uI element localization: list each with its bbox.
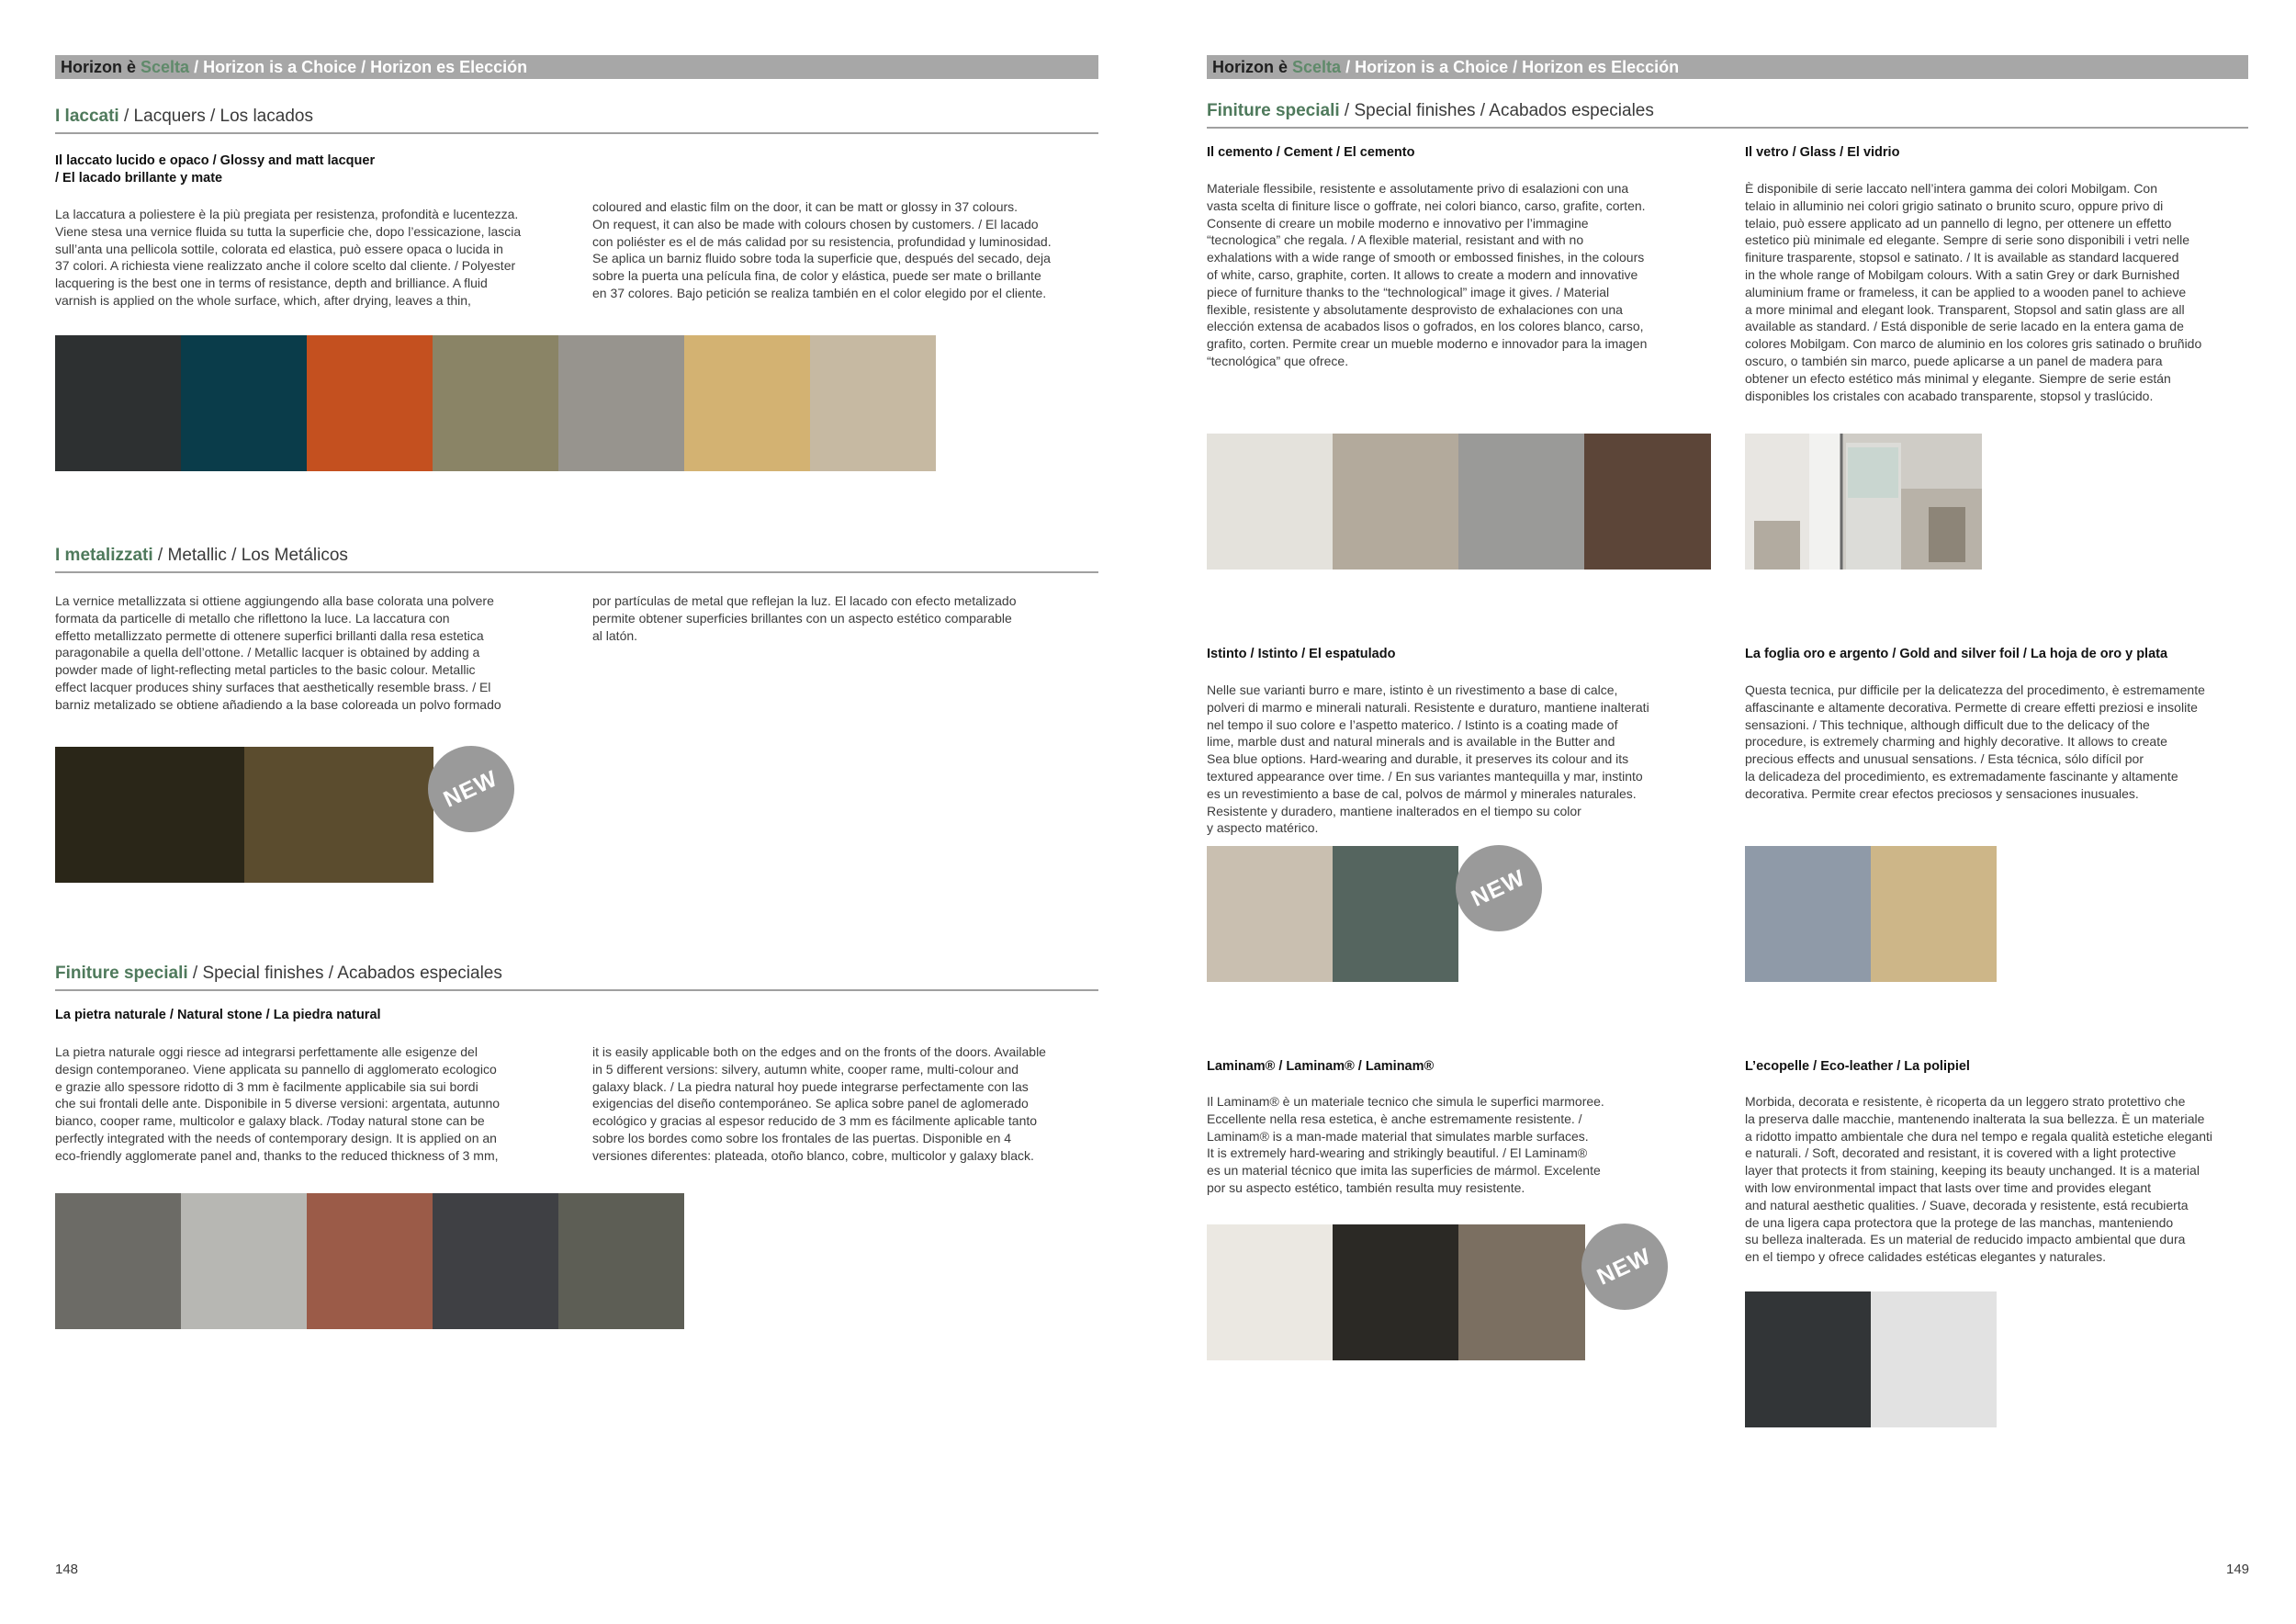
new-badge-istinto-label: NEW xyxy=(1468,863,1530,912)
page-number-right: 149 xyxy=(2226,1562,2250,1577)
lacquers-title-it: I laccati xyxy=(55,107,119,126)
lacquers-title-rest: / Lacquers / Los lacados xyxy=(118,107,313,126)
lacquer-swatch-2 xyxy=(181,335,307,471)
foil-swatch-row xyxy=(1745,846,1997,982)
ecoleather-swatch-2 xyxy=(1871,1291,1997,1427)
metallic-swatch-2 xyxy=(244,747,433,883)
special-left-title-it: Finiture speciali xyxy=(55,964,188,983)
cement-text: Materiale flessibile, resistente e assolutamente privo di esalazioni con una vasta scelta di finiture lisce o goffrate, nei colori bianco, carso, grafite, corten. Consente di creare un mobile moderno e innovativo per l’immagine “tecnologica” che regala. / A flexible material, resistant and with no exhalations with a wide range of smooth or embossed finishes, in the colours of white, carso, graphite, corten. It allows to create a modern and innovative piece of furniture thanks to the “technological” image it gives. / Material flexible, resistente y absolutamente desprovisto de exhalaciones con una elección extensa de acabados lisos o gofrados, en los colores blanco, carso, grafito, corten. Permite crear un mueble moderno e innovador para la imagen “tecnológica” que ofrece. xyxy=(1207,181,1648,368)
laminam-swatch-1 xyxy=(1207,1224,1333,1360)
stone-swatch-1 xyxy=(55,1193,181,1329)
laminam-swatch-3 xyxy=(1458,1224,1585,1360)
laminam-swatch-row xyxy=(1207,1224,1585,1360)
header-scelta-right: Scelta xyxy=(1292,58,1342,76)
metallic-text-col2: por partículas de metal que reflejan la luz. El lacado con efecto metalizado permite obtener superficies brillantes con un aspecto estético comparable al latón. xyxy=(592,593,1017,643)
cement-swatch-3 xyxy=(1458,434,1584,570)
ecoleather-text: Morbida, decorata e resistente, è ricoperta da un leggero strato protettivo che la preserva dalle macchie, mantenendo inalterata la sua bellezza. È un materiale a ridotto impatto ambientale che dura nel tempo e regala qualità estetiche eleganti e naturali. / Soft, decorated and resistant, it is covered with a light protective layer that protects it from staining, keeping its beauty unchanged. It is a material with low environmental impact that lasts over time and provides elegant and natural aesthetic qualities. / Suave, decorada y resistente, está recubierta de una ligera capa protectora que la protege de las manchas, manteniendo su belleza inalterada. Es un material de reducido impacto ambiental que dura en el tiempo y ofrece calidades estéticas elegantes y naturales. xyxy=(1745,1094,2212,1265)
page-number-left: 148 xyxy=(55,1562,79,1577)
stone-text-col1: La pietra naturale oggi riesce ad integrarsi perfettamente alle esigenze del design contemporaneo. Viene applicata su pannello di agglomerato ecologico e grazie allo spessore ridotto di 3 mm è facilmente applicabile sia sui bordi che sui frontali delle ante. Disponibile in 5 diverse versioni: argentata, autunno bianco, cooper rame, multicolor e galaxy black. /Today natural stone can be perfectly integrated with the needs of contemporary design. It is applied on an eco-friendly agglomerate panel and, thanks to the reduced thickness of 3 mm, xyxy=(55,1044,501,1163)
metallic-swatch-1 xyxy=(55,747,244,883)
lacquer-swatch-3 xyxy=(307,335,433,471)
foil-swatch-1 xyxy=(1745,846,1871,982)
special-right-title-rest: / Special finishes / Acabados especiales xyxy=(1339,101,1654,120)
header-horizon: Horizon è xyxy=(61,58,137,76)
lacquers-text-col1: La laccatura a poliestere è la più pregiata per resistenza, profondità e lucentezza. Viene stesa una vernice fluida su tutta la superficie che, dopo l’essicazione, lascia sull’anta una pellicola sottile, colorata ed elastica, può essere opaca o lucida in 37 colori. A richiesta viene realizzato anche il colore scelto dal cliente. / Polyester lacquering is the best one in terms of resistance, depth and brilliance. A fluid varnish is applied on the whole surface, which, after drying, leaves a thin, xyxy=(55,207,522,308)
istinto-swatch-row xyxy=(1207,846,1458,982)
lacquer-swatch-7 xyxy=(810,335,936,471)
stone-swatch-2 xyxy=(181,1193,307,1329)
new-badge-metallic xyxy=(428,746,514,832)
foil-subtitle: La foglia oro e argento / Gold and silver foil / La hoja de oro y plata xyxy=(1745,647,2168,661)
special-left-section-title xyxy=(55,962,1098,991)
header-scelta: Scelta xyxy=(141,58,190,76)
metallic-title-it: I metalizzati xyxy=(55,546,153,565)
new-badge-laminam xyxy=(1581,1224,1668,1310)
istinto-swatch-1 xyxy=(1207,846,1333,982)
stone-swatch-5 xyxy=(558,1193,684,1329)
special-right-title-it: Finiture speciali xyxy=(1207,101,1340,120)
metallic-section-title xyxy=(55,544,1098,573)
lacquers-swatch-row xyxy=(55,335,936,471)
header-rest-right: / Horizon is a Choice / Horizon es Elección xyxy=(1341,58,1680,76)
ecoleather-swatch-row xyxy=(1745,1291,1997,1427)
foil-text: Questa tecnica, pur difficile per la delicatezza del procedimento, è estremamente affascinante e altamente decorativa. Permette di creare effetti preziosi e insolite sensazioni. / This technique, although difficult due to the delicacy of the procedure, is extremely charming and highly decorative. It allows to create precious effects and unusual sensations. / Esta técnica, sólo difícil por la delicadeza del procedimiento, es extremadamente fascinante y altamente decorativa. Permite crear efectos preciosos y sensaciones inusuales. xyxy=(1745,682,2205,801)
stone-swatch-row xyxy=(55,1193,684,1329)
istinto-text: Nelle sue varianti burro e mare, istinto è un rivestimento a base di calce, polveri di marmo e minerali naturali. Resistente e duraturo, mantiene inalterati nel tempo il suo colore e l’aspetto materico. / Istinto is a coating made of lime, marble dust and natural minerals and is available in the Butter and Sea blue options. Hard-wearing and durable, it preserves its colour and its textured appearance over time. / En sus variantes mantequilla y mar, instinto es un revestimiento a base de cal, polvos de mármol y minerales naturales. Resistente y duradero, mantiene inalterados en el tiempo su color y aspecto matérico. xyxy=(1207,682,1649,836)
stone-text-col2: it is easily applicable both on the edges and on the fronts of the doors. Available in 5 different versions: silvery, autumn white, cooper rame, multi-colour and galaxy black. / La piedra natural hoy puede integrarse perfectamente con las exigencias del diseño contemporáneo. Se aplica sobre panel de aglomerado ecológico y gracias al espesor reducido de 3 mm es fácilmente aplicable tanto sobre los bordes como sobre los frontales de las puertas. Disponible en 4 versiones diferentes: plateada, otoño blanco, cobre, multicolor y galaxy black. xyxy=(592,1044,1046,1163)
header-bar-left xyxy=(55,55,1098,79)
ecoleather-swatch-1 xyxy=(1745,1291,1871,1427)
istinto-subtitle: Istinto / Istinto / El espatulado xyxy=(1207,647,1396,661)
stone-swatch-4 xyxy=(433,1193,558,1329)
lacquer-swatch-5 xyxy=(558,335,684,471)
stone-swatch-3 xyxy=(307,1193,433,1329)
lacquers-text-col2: coloured and elastic film on the door, it can be matt or glossy in 37 colours. On request, it can also be made with colours chosen by customers. / El lacado con poliéster es el de más calidad por su resistencia, profundidad y luminosidad. Se aplica un barniz fluido sobre toda la superficie que, después del secado, deja sobre la puerta una película fina, de color y elástica, puede ser mate o brillante en 37 colores. Bajo petición se realiza también en el color elegido por el cliente. xyxy=(592,199,1052,300)
metallic-swatch-row xyxy=(55,747,433,883)
special-left-title-rest: / Special finishes / Acabados especiales xyxy=(187,964,502,983)
lacquer-swatch-1 xyxy=(55,335,181,471)
laminam-text: Il Laminam® è un materiale tecnico che simula le superfici marmoree. Eccellente nella resa estetica, è anche estremamente resistente. / Laminam® is a man-made material that simulates marble surfaces. It is extremely hard-wearing and strikingly beautiful. / El Laminam® es un material técnico que imita las superficies de mármol. Excelente por su aspecto estético, también resulta muy resistente. xyxy=(1207,1094,1604,1195)
new-badge-laminam-label: NEW xyxy=(1593,1242,1656,1291)
header-horizon-right: Horizon è xyxy=(1212,58,1289,76)
laminam-subtitle: Laminam® / Laminam® / Laminam® xyxy=(1207,1059,1435,1074)
lacquers-subtitle: Il laccato lucido e opaco / Glossy and matt lacquer / El lacado brillante y mate xyxy=(55,153,376,186)
cement-swatch-1 xyxy=(1207,434,1333,570)
lacquer-swatch-6 xyxy=(684,335,810,471)
lacquers-section-title xyxy=(55,105,1098,134)
lacquer-swatch-4 xyxy=(433,335,558,471)
cement-swatch-row xyxy=(1207,434,1711,570)
cement-subtitle: Il cemento / Cement / El cemento xyxy=(1207,145,1415,160)
header-bar-right xyxy=(1207,55,2248,79)
laminam-swatch-2 xyxy=(1333,1224,1458,1360)
istinto-swatch-2 xyxy=(1333,846,1458,982)
cement-swatch-2 xyxy=(1333,434,1458,570)
header-rest: / Horizon is a Choice / Horizon es Elección xyxy=(189,58,528,76)
foil-swatch-2 xyxy=(1871,846,1997,982)
glass-text: È disponibile di serie laccato nell’intera gamma dei colori Mobilgam. Con telaio in alluminio nei colori grigio satinato o brunito scuro, oppure privo di telaio, può essere applicato ad un pannello di legno, per ottenere un effetto estetico più minimale ed elegante. Sempre di serie sono disponibili i vetri nelle finiture trasparente, stopsol e satinato. / It is available as standard lacquered in the whole range of Mobilgam colours. With a satin Grey or dark Burnished aluminium frame or frameless, it can be applied to a wooden panel to achieve a more minimal and elegant look. Transparent, Stopsol and satin glass are all available as standard. / Está disponible de serie lacado en la entera gama de colores Mobilgam. Con marco de aluminio en los colores gris satinado o bruñido oscuro, o también sin marco, puede aplicarse a un panel de madera para obtener un efecto estético más minimal y elegante. Siempre de serie están disponibles los cristales con acabado transparente, stopsol y traslúcido. xyxy=(1745,181,2202,403)
new-badge-istinto xyxy=(1456,845,1542,931)
new-badge-metallic-label: NEW xyxy=(440,764,502,813)
cement-swatch-4 xyxy=(1584,434,1711,570)
stone-subtitle: La pietra naturale / Natural stone / La piedra natural xyxy=(55,1008,381,1022)
ecoleather-subtitle: L’ecopelle / Eco-leather / La polipiel xyxy=(1745,1059,1970,1074)
glass-photo xyxy=(1745,434,1982,570)
glass-subtitle: Il vetro / Glass / El vidrio xyxy=(1745,145,1900,160)
metallic-text-col1: La vernice metallizzata si ottiene aggiungendo alla base colorata una polvere formata da particelle di metallo che riflettono la luce. La laccatura con effetto metallizzato permette di ottenere superfici brillanti dalla resa estetica paragonabile a quella dell’ottone. / Metallic lacquer is obtained by adding a powder made of light-reflecting metal particles to the basic colour. Metallic effect lacquer produces shiny surfaces that aesthetically resemble brass. / El barniz metalizado se obtiene añadiendo a la base coloreada un polvo formado xyxy=(55,593,501,712)
special-right-section-title xyxy=(1207,99,2248,129)
metallic-title-rest: / Metallic / Los Metálicos xyxy=(152,546,348,565)
